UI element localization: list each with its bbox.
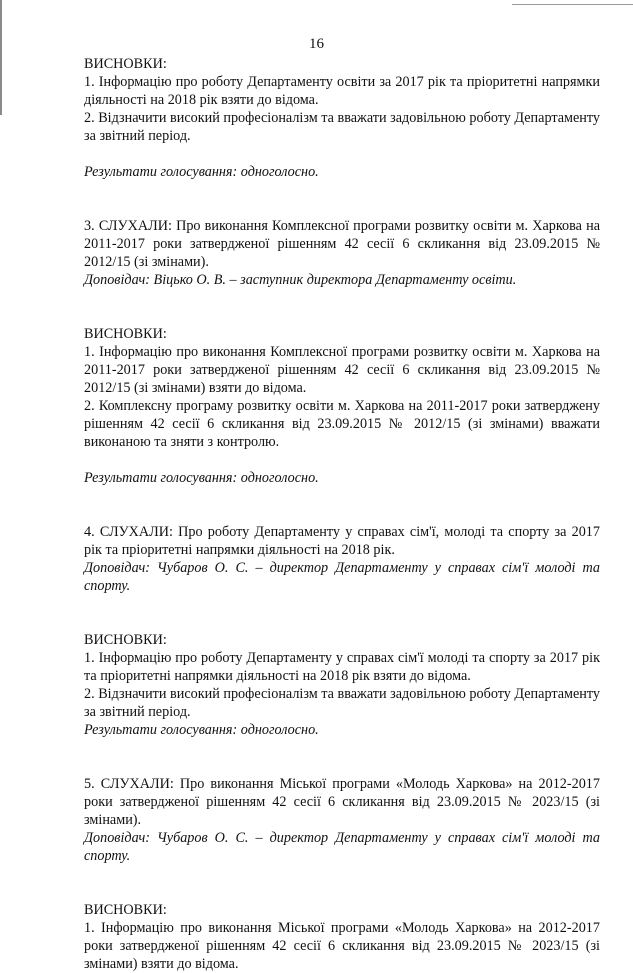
conclusion-item: 1. Інформацію про роботу Департаменту освіти за 2017 рік та пріоритетні напрямки діяльності на 2018 рік взяти до відома. — [84, 74, 600, 108]
heard-text: 3. СЛУХАЛИ: Про виконання Комплексної програми розвитку освіти м. Харкова на 2011-2017 роки затвердженої рішенням 42 сесії 6 скликання від 23.09.2015 № 2012/15 (зі змінами). — [84, 218, 600, 270]
conclusion-item: 1. Інформацію про виконання Міської програми «Молодь Харкова» на 2012-2017 роки затвердженої рішенням 42 сесії 6 скликання від 23.09.2015 № 2023/15 (зі змінами) взяти до відома. — [84, 920, 600, 972]
voting-result: Результати голосування: одноголосно. — [84, 164, 319, 180]
conclusion-item: 1. Інформацію про роботу Департаменту у справах сім'ї молоді та спорту за 2017 рік та пріоритетні напрямки діяльності на 2018 рік взяти до відома. — [84, 650, 600, 684]
conclusions-section — [84, 631, 600, 739]
conclusions-heading: ВИСНОВКИ: — [84, 56, 167, 72]
conclusions-heading: ВИСНОВКИ: — [84, 326, 167, 342]
conclusion-item: 2. Відзначити високий професіоналізм та вважати задовільною роботу Департаменту за звітний період. — [84, 110, 600, 144]
speaker-line: Доповідач: Віцько О. В. – заступник директора Департаменту освіти. — [84, 272, 517, 288]
heard-text: 5. СЛУХАЛИ: Про виконання Міської програми «Молодь Харкова» на 2012-2017 роки затвердженої рішенням 42 сесії 6 скликання від 23.09.2015 № 2023/15 (зі змінами). — [84, 776, 600, 828]
voting-result: Результати голосування: одноголосно. — [84, 722, 319, 738]
conclusions-section — [84, 901, 600, 973]
heard-section — [84, 217, 600, 289]
heard-section — [84, 775, 600, 865]
conclusion-item: 1. Інформацію про виконання Комплексної програми розвитку освіти м. Харкова на 2011-2017 роки затвердженої рішенням 42 сесії 6 скликання від 23.09.2015 № 2012/15 (зі змінами) взяти до відома. — [84, 344, 600, 396]
conclusions-section — [84, 55, 600, 181]
conclusion-item: 2. Комплексну програму розвитку освіти м. Харкова на 2011-2017 роки затверджену рішенням 42 сесії 6 скликання від 23.09.2015 № 2012/15 (зі змінами) вважати виконаною та зняти з контролю. — [84, 398, 600, 450]
page-number: 16 — [309, 36, 324, 52]
heard-text: 4. СЛУХАЛИ: Про роботу Департаменту у справах сім'ї, молоді та спорту за 2017 рік та пріоритетні напрямки діяльності на 2018 рік. — [84, 524, 600, 558]
scan-edge-top — [512, 4, 633, 5]
speaker-line: Доповідач: Чубаров О. С. – директор Департаменту у справах сім'ї молоді та спорту. — [84, 830, 600, 864]
speaker-line: Доповідач: Чубаров О. С. – директор Департаменту у справах сім'ї молоді та спорту. — [84, 560, 600, 594]
conclusions-heading: ВИСНОВКИ: — [84, 902, 167, 918]
scan-edge-left — [0, 0, 2, 115]
conclusion-item: 2. Відзначити високий професіоналізм та вважати задовільною роботу Департаменту за звітний період. — [84, 686, 600, 720]
voting-result: Результати голосування: одноголосно. — [84, 470, 319, 486]
document-body — [84, 55, 600, 973]
conclusions-heading: ВИСНОВКИ: — [84, 632, 167, 648]
heard-section — [84, 523, 600, 595]
conclusions-section — [84, 325, 600, 487]
